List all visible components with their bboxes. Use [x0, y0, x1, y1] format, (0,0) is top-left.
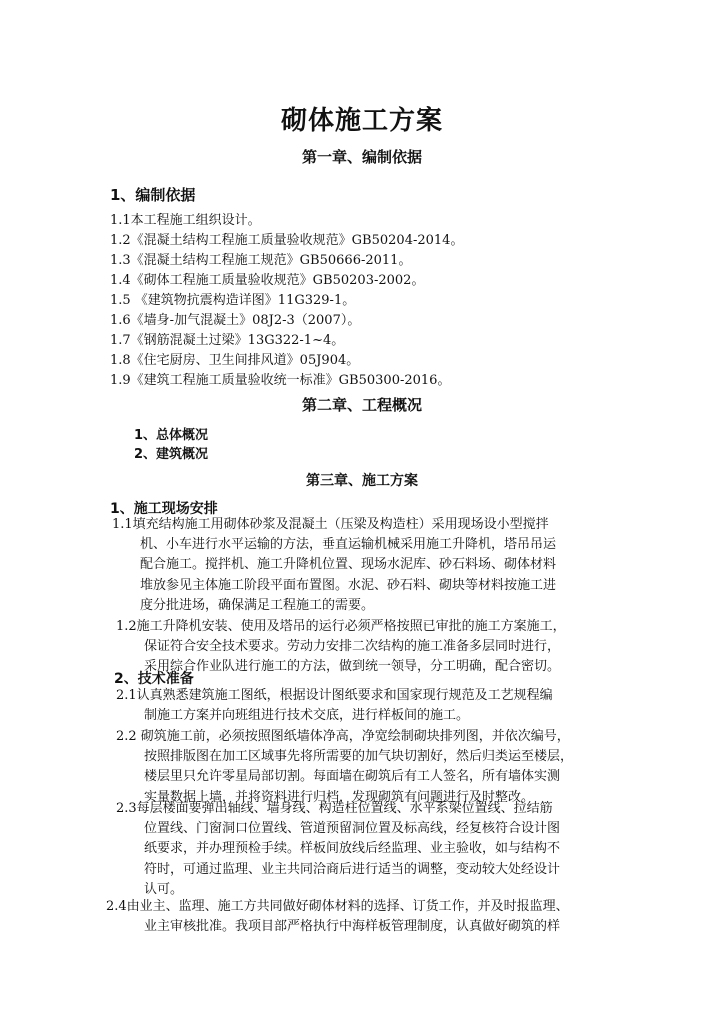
basis-item: 1.5 《建筑物抗震构造详图》11G329-1。: [110, 293, 356, 308]
basis-item: 1.7《钢筋混凝土过梁》13G322-1~4。: [110, 333, 345, 348]
paragraph-line: 业主审核批准。我项目部严格执行中海样板管理制度，认真做好砌筑的样: [144, 919, 561, 935]
document-title: 砌体施工方案: [280, 106, 443, 136]
paragraph-line: 堆放参见主体施工阶段平面布置图。水泥、砂石料、砌块等材料按施工进: [140, 577, 557, 593]
paragraph-line: 纸要求，并办理预检手续。样板间放线后经监理、业主验收，如与结构不: [144, 841, 561, 857]
paragraph-line: 制施工方案并向班组进行技术交底，进行样板间的施工。: [144, 708, 470, 724]
basis-item: 1.4《砌体工程施工质量验收规范》GB50203-2002。: [110, 273, 425, 288]
paragraph-line: 2.4由业主、监理、施工方共同做好砌体材料的选择、订货工作，并及时报监理、: [106, 899, 569, 914]
paragraph-line: 度分批进场，确保满足工程施工的需要。: [140, 597, 375, 613]
basis-item: 1.8《住宅厨房、卫生间排风道》05J904。: [110, 353, 360, 368]
basis-item: 1.9《建筑工程施工质量验收统一标准》GB50300-2016。: [110, 373, 451, 388]
paragraph-line: 位置线、门窗洞口位置线、管道预留洞位置及标高线，经复核符合设计图: [144, 821, 561, 837]
paragraph-line: 认可。: [144, 881, 184, 897]
paragraph-2-1: [116, 686, 553, 726]
chapter-1-heading: 第一章、编制依据: [301, 148, 422, 166]
paragraph-1-1: [112, 515, 556, 616]
overview-item: 1、总体概况: [134, 428, 209, 443]
paragraph-2-3: [116, 799, 560, 900]
paragraph-2-4: [106, 897, 569, 937]
paragraph-line: 2.2 砌筑施工前，必须按照图纸墙体净高，净宽绘制砌块排列图，并依次编号，: [116, 729, 570, 744]
paragraph-line: 楼层里只允许零星局部切割。每面墙在砌筑后有工人签名，所有墙体实测: [144, 769, 561, 785]
paragraph-line: 配合施工。搅拌机、施工升降机位置、现场水泥库、砂石料场、砌体材料: [140, 557, 557, 573]
paragraph-2-2: [116, 727, 573, 808]
paragraph-line: 保证符合安全技术要求。劳动力安排二次结构的施工准备多层同时进行，: [144, 639, 561, 655]
paragraph-line: 按照排版图在加工区域事先将所需要的加气块切割好，然后归类运至楼层，: [144, 749, 574, 765]
paragraph-line: 实量数据上墙，并将资料进行归档，发现砌筑有问题进行及时整改。: [144, 789, 535, 805]
paragraph-line: 2.3每层楼面要弹出轴线、墙身线、构造柱位置线、水平系梁位置线、拉结筋: [116, 801, 553, 816]
section-site-arrangement-heading: 1、施工现场安排: [110, 501, 218, 517]
paragraph-line: 符时，可通过监理、业主共同洽商后进行适当的调整，变动较大处经设计: [144, 861, 561, 877]
paragraph-line: 机、小车进行水平运输的方法，垂直运输机械采用施工升降机，塔吊吊运: [140, 537, 557, 553]
basis-item: 1.2《混凝土结构工程施工质量验收规范》GB50204-2014。: [110, 233, 464, 248]
basis-item: 1.6《墙身-加气混凝土》08J2-3（2007）。: [110, 313, 361, 328]
basis-item: 1.1本工程施工组织设计。: [110, 213, 261, 228]
chapter-3-heading: 第三章、施工方案: [306, 473, 418, 489]
paragraph-line: 1.1填充结构施工用砌体砂浆及混凝土（压梁及构造柱）采用现场设小型搅拌: [112, 517, 549, 532]
paragraph-line: 采用综合作业队进行施工的方法，做到统一领导，分工明确，配合密切。: [144, 659, 561, 675]
basis-item: 1.3《混凝土结构工程施工规范》GB50666-2011。: [110, 253, 412, 268]
paragraph-line: 2.1认真熟悉建筑施工图纸，根据设计图纸要求和国家现行规范及工艺规程编: [116, 688, 553, 703]
section-tech-prep-heading: 2、技术准备: [114, 671, 194, 687]
section-basis-heading: 1、编制依据: [110, 186, 196, 204]
paragraph-line: 1.2施工升降机安装、使用及塔吊的运行必须严格按照已审批的施工方案施工，: [116, 619, 566, 634]
overview-item: 2、建筑概况: [134, 447, 209, 462]
chapter-2-heading: 第二章、工程概况: [301, 396, 422, 414]
